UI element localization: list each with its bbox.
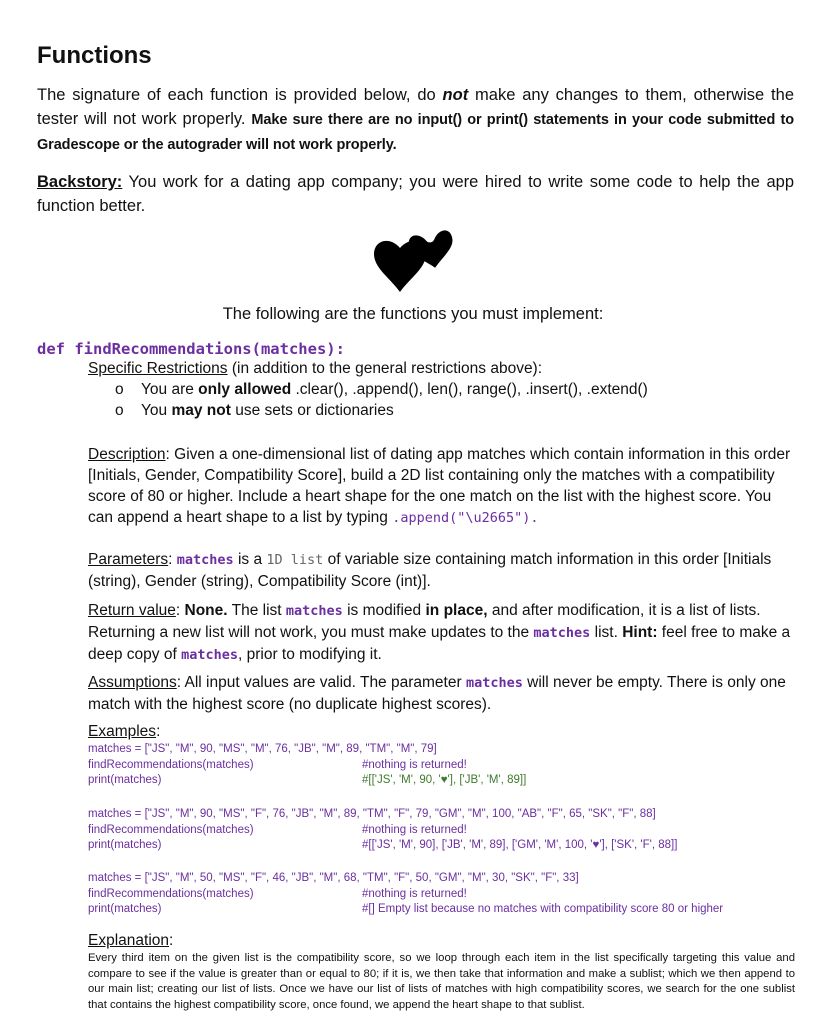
example-2-comments [362,823,677,854]
param-is: is a [233,551,267,568]
parameters-colon: : [168,551,177,568]
return-text-c: and after modification, it is a list of lists. Returning a new list will not work, you must make updates to the [88,602,761,641]
description-block [88,444,795,529]
explanation-colon: : [169,932,174,949]
backstory-label: Backstory: [37,173,123,191]
hearts-icon [370,212,460,296]
explanation-text: Every third item on the given list is the compatibility score, so we loop through each item in the list specifically targeting this value and compare to see if the value is greater than or equal to 80; if it is, we then take that information and make a sublist; which we then append to our main list; creating our list of lists. Once we have our list of lists of matches with high compatibility scores, we search for the one sublist that contains the highest compatibility score, once found, we append the heart shape to that sublist. [88,952,795,1011]
example-1-comments [362,758,526,789]
example-line: matches = ["JS", "M", 50, "MS", "F", 46, "JB", "M", 68, "TM", "F", 50, "GM", "M", 30, "SK", "F", 33] [88,872,579,884]
explanation-label: Explanation [88,932,170,949]
example-line: matches = ["JS", "M", 90, "MS", "M", 76, "JB", "M", 89, "TM", "M", 79] [88,743,437,755]
assumptions-block [88,672,795,715]
param-type: 1D list [266,552,324,568]
return-label: Return value [88,602,176,619]
examples-colon: : [156,723,161,740]
example-line: print(matches) [88,839,162,851]
example-comment: #[['JS', 'M', 90], ['JB', 'M', 89], ['GM', 'M', 100, '♥'], ['SK', 'F', 88]] [362,839,678,851]
return-block [88,600,795,666]
example-comment: #[['JS', 'M', 90, '♥'], ['JB', 'M', 89]] [362,774,527,786]
example-line: print(matches) [88,903,162,915]
intro-warning: Make sure there are no input() or print() statements in your code submitted to Gradescope or the autograder will not work properly. [37,112,794,153]
bullet-mark: o [115,402,124,419]
functions-intro: The following are the functions you must implement: [222,305,604,323]
restrictions-label: Specific Restrictions [88,360,228,377]
example-3-comments [362,887,723,918]
function-signature: def findRecommendations(matches): [37,340,345,358]
assumptions-label: Assumptions [88,674,177,691]
example-line: findRecommendations(matches) [88,887,254,900]
page-title: Functions [37,42,152,69]
example-line: findRecommendations(matches) [88,823,254,836]
explanation-heading [88,930,795,951]
bullet1-bold: only allowed [198,381,292,398]
assumptions-text-b: will never be empty. There is only one match with the highest score (no duplicate highest scores). [88,674,786,713]
param-name: matches [176,552,234,568]
bullet2-bold: may not [171,402,231,419]
return-code-2: matches [533,625,591,641]
assumptions-text-a: : All input values are valid. The parameter [176,674,466,691]
example-line: print(matches) [88,774,162,786]
param-text: of variable size containing match information in this order [Initials (string), Gender (string), Compatibility Score (int)]. [88,551,772,590]
return-in-place: in place, [425,602,488,619]
backstory-text: You work for a dating app company; you were hired to write some code to help the app function better. [37,173,794,215]
bullet2-text-a: You [141,402,172,419]
return-text-e: feel free to make a deep copy of [88,624,791,663]
bullet2-text-b: use sets or dictionaries [230,402,394,419]
intro-paragraph [37,83,794,157]
return-text-b: is modified [342,602,426,619]
description-text: : Given a one-dimensional list of dating app matches which contain information in this order [Initials, Gender, Compatibility Score], build a 2D list containing only the matches with a compatibility score of 80 or higher. Include a heart shape for the one match on the list with the highest score. You can append a heart shape to a list by typing [88,446,791,526]
example-comment: #nothing is returned! [362,823,467,836]
return-hint: Hint: [622,624,658,641]
restrictions-suffix: (in addition to the general restrictions above): [227,360,543,377]
return-code-1: matches [285,603,343,619]
example-line: matches = ["JS", "M", 90, "MS", "F", 76, "JB", "M", 89, "TM", "F", 79, "GM", "M", 100, "AB", "F", 65, "SK", "F", 88] [88,808,656,820]
example-comment: #[] Empty list because no matches with compatibility score 80 or higher [362,903,724,915]
restriction-bullet-2 [115,400,394,422]
examples-label: Examples [88,723,157,740]
description-code: .append("\u2665"). [392,510,539,526]
return-text-d: list. [590,624,623,641]
intro-not-emphasis: not [442,86,469,104]
description-label: Description [88,446,166,463]
intro-text-a: The signature of each function is provided below, do [37,86,443,104]
restriction-bullet-1 [115,379,648,401]
assumptions-code: matches [465,675,523,691]
return-colon: : [175,602,185,619]
restrictions-heading [88,358,542,380]
examples-heading [88,721,795,742]
return-text-f: , prior to modifying it. [237,646,382,663]
intro-text-b: make any changes to them, otherwise the tester will not work properly. [37,86,794,128]
parameters-block [88,549,795,592]
return-none: None. [184,602,228,619]
return-text-a: The list [227,602,286,619]
return-code-3: matches [181,647,238,663]
example-comment: #nothing is returned! [362,887,467,900]
example-line: findRecommendations(matches) [88,758,254,771]
bullet-mark: o [115,381,124,398]
bullet1-text-b: .clear(), .append(), len(), range(), .insert(), .extend() [291,381,648,398]
backstory-paragraph [37,170,794,218]
bullet1-text-a: You are [141,381,199,398]
example-comment: #nothing is returned! [362,758,467,771]
parameters-label: Parameters [88,551,169,568]
